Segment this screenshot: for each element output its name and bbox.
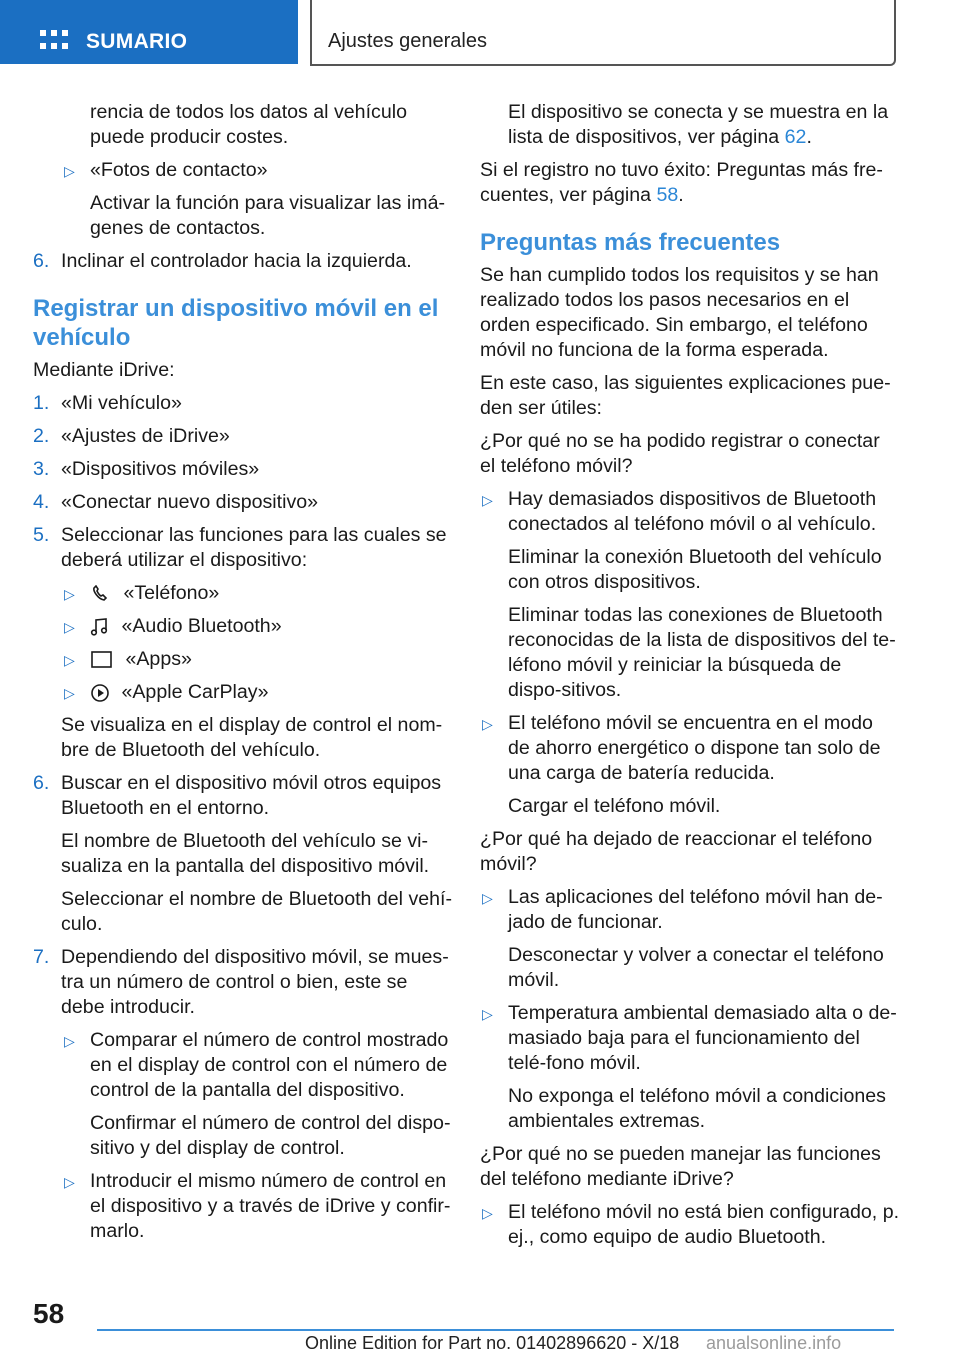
bullet-description: Eliminar todas las conexiones de Bluetooth reconocidas de la lista de dispositivos del te-léfono móvil y reiniciar la búsqueda de dispo-sitivos. xyxy=(508,604,896,701)
bullet-item xyxy=(480,487,900,537)
bullet-item xyxy=(480,1200,900,1250)
step-item xyxy=(33,945,453,1020)
bullet-description: Activar la función para visualizar las imá-genes de contactos. xyxy=(90,192,446,239)
bullet-description: Cargar el teléfono móvil. xyxy=(508,795,721,817)
page-link[interactable]: 62 xyxy=(784,126,807,148)
continued-text xyxy=(480,100,900,150)
left-column xyxy=(33,100,453,1252)
triangle-bullet-icon: ▷ xyxy=(64,163,75,179)
option-item xyxy=(33,614,453,639)
sumario-button[interactable] xyxy=(0,0,298,64)
step-item xyxy=(33,424,453,449)
step-description: Seleccionar el nombre de Bluetooth del vehí-culo. xyxy=(61,888,453,935)
bullet-item xyxy=(480,1001,900,1076)
option-item xyxy=(33,680,453,705)
triangle-bullet-icon: ▷ xyxy=(64,1033,75,1049)
question: ¿Por qué ha dejado de reaccionar el teléfono móvil? xyxy=(480,828,873,875)
section-title: Ajustes generales xyxy=(328,30,487,52)
bullet-description: Eliminar la conexión Bluetooth del vehículo con otros dispositivos. xyxy=(508,546,882,593)
step-item xyxy=(33,490,453,515)
bullet-text: Las aplicaciones del teléfono móvil han de-jado de funcionar. xyxy=(508,886,883,933)
bullet-item xyxy=(33,158,453,183)
triangle-bullet-icon: ▷ xyxy=(64,652,75,668)
step-item xyxy=(33,771,453,821)
step-text: «Conectar nuevo dispositivo» xyxy=(61,491,319,513)
step-number: 5. xyxy=(33,524,50,546)
question: ¿Por qué no se ha podido registrar o conectar el teléfono móvil? xyxy=(480,430,880,477)
right-column xyxy=(480,100,900,1258)
bullet-text: El teléfono móvil no está bien configurado, p. ej., como equipo de audio Bluetooth. xyxy=(508,1201,900,1248)
page-number: 58 xyxy=(33,1298,65,1329)
triangle-bullet-icon: ▷ xyxy=(64,685,75,701)
bullet-text: «Fotos de contacto» xyxy=(90,159,268,181)
option-item xyxy=(33,581,453,606)
step-text: «Ajustes de iDrive» xyxy=(61,425,230,447)
step-text: Inclinar el controlador hacia la izquierda. xyxy=(61,250,412,272)
music-note-icon xyxy=(90,617,110,637)
step-description: El nombre de Bluetooth del vehículo se vi-sualiza en la pantalla del dispositivo móvil. xyxy=(61,830,430,877)
text-span: Si el registro no tuvo éxito: Preguntas más fre-cuentes, ver página xyxy=(480,159,883,206)
step-text: Dependiendo del dispositivo móvil, se mues-tra un número de control o bien, este se debe introducir. xyxy=(61,946,449,1018)
text-span: El dispositivo se conecta y se muestra en la lista de dispositivos, ver página xyxy=(508,101,889,148)
bullet-item xyxy=(33,1028,453,1103)
watermark-text: anualsonline.info xyxy=(706,1333,842,1353)
option-text: «Apple CarPlay» xyxy=(121,681,269,703)
step-number: 2. xyxy=(33,425,50,447)
continued-text: rencia de todos los datos al vehículo puede producir costes. xyxy=(90,101,407,148)
option-text: «Audio Bluetooth» xyxy=(121,615,282,637)
bullet-text: Comparar el número de control mostrado en el display de control con el número de control de la pantalla del dispositivo. xyxy=(90,1029,449,1101)
triangle-bullet-icon: ▷ xyxy=(482,1205,493,1221)
step-text: Seleccionar las funciones para las cuales se deberá utilizar el dispositivo: xyxy=(61,524,447,571)
intro-text: Mediante iDrive: xyxy=(33,359,175,381)
footer-divider xyxy=(97,1329,894,1331)
bullet-item xyxy=(480,711,900,786)
bullet-text: Hay demasiados dispositivos de Bluetooth conectados al teléfono móvil o al vehículo. xyxy=(508,488,877,535)
bullet-item xyxy=(480,885,900,935)
paragraph: En este caso, las siguientes explicaciones pue-den ser útiles: xyxy=(480,372,891,419)
step-item xyxy=(33,457,453,482)
play-circle-icon xyxy=(90,683,110,703)
bullet-description: Desconectar y volver a conectar el teléfono móvil. xyxy=(508,944,884,991)
bullet-text: Temperatura ambiental demasiado alta o de-masiado baja para el funcionamiento del telé-fono móvil. xyxy=(508,1002,897,1074)
step-number: 6. xyxy=(33,250,50,272)
step-note: Se visualiza en el display de control el nom-bre de Bluetooth del vehículo. xyxy=(61,714,443,761)
step-number: 7. xyxy=(33,946,50,968)
section-heading: Preguntas más frecuentes xyxy=(480,229,781,256)
triangle-bullet-icon: ▷ xyxy=(64,619,75,635)
step-item xyxy=(33,391,453,416)
step-text: Buscar en el dispositivo móvil otros equipos Bluetooth en el entorno. xyxy=(61,772,442,819)
page-link[interactable]: 58 xyxy=(656,184,679,206)
option-item xyxy=(33,647,453,672)
grid-menu-icon xyxy=(40,30,68,52)
bullet-description: No exponga el teléfono móvil a condiciones ambientales extremas. xyxy=(508,1085,886,1132)
apps-square-icon xyxy=(90,650,114,670)
paragraph xyxy=(480,158,900,208)
step-item xyxy=(33,249,453,274)
triangle-bullet-icon: ▷ xyxy=(64,1174,75,1190)
section-tab[interactable] xyxy=(310,0,896,66)
question: ¿Por qué no se pueden manejar las funciones del teléfono mediante iDrive? xyxy=(480,1143,881,1190)
bullet-text: El teléfono móvil se encuentra en el modo de ahorro energético o dispone tan solo de una carga de batería reducida. xyxy=(508,712,881,784)
triangle-bullet-icon: ▷ xyxy=(482,492,493,508)
text-span: . xyxy=(678,184,684,206)
step-number: 3. xyxy=(33,458,50,480)
bullet-text: Introducir el mismo número de control en el dispositivo y a través de iDrive y confir-marlo. xyxy=(90,1170,451,1242)
bullet-item xyxy=(33,1169,453,1244)
bullet-description: Confirmar el número de control del dispo-sitivo y del display de control. xyxy=(90,1112,451,1159)
phone-icon xyxy=(90,585,112,603)
step-number: 4. xyxy=(33,491,50,513)
step-number: 6. xyxy=(33,772,50,794)
sumario-label: SUMARIO xyxy=(86,30,188,53)
step-text: «Mi vehículo» xyxy=(61,392,182,414)
option-text: «Apps» xyxy=(125,648,192,670)
edition-text: Online Edition for Part no. 01402896620 - X/18 xyxy=(305,1333,680,1353)
option-text: «Teléfono» xyxy=(123,582,220,604)
text-span: . xyxy=(806,126,812,148)
triangle-bullet-icon: ▷ xyxy=(64,586,75,602)
triangle-bullet-icon: ▷ xyxy=(482,890,493,906)
step-number: 1. xyxy=(33,392,50,414)
section-heading: Registrar un dispositivo móvil en el vehículo xyxy=(33,295,439,351)
triangle-bullet-icon: ▷ xyxy=(482,716,493,732)
paragraph: Se han cumplido todos los requisitos y se han realizado todos los pasos necesarios en el orden especificado. Sin embargo, el teléfono móvil no funciona de la forma esperada. xyxy=(480,264,879,361)
top-navigation-bar xyxy=(0,0,960,66)
step-text: «Dispositivos móviles» xyxy=(61,458,260,480)
triangle-bullet-icon: ▷ xyxy=(482,1006,493,1022)
step-item xyxy=(33,523,453,573)
